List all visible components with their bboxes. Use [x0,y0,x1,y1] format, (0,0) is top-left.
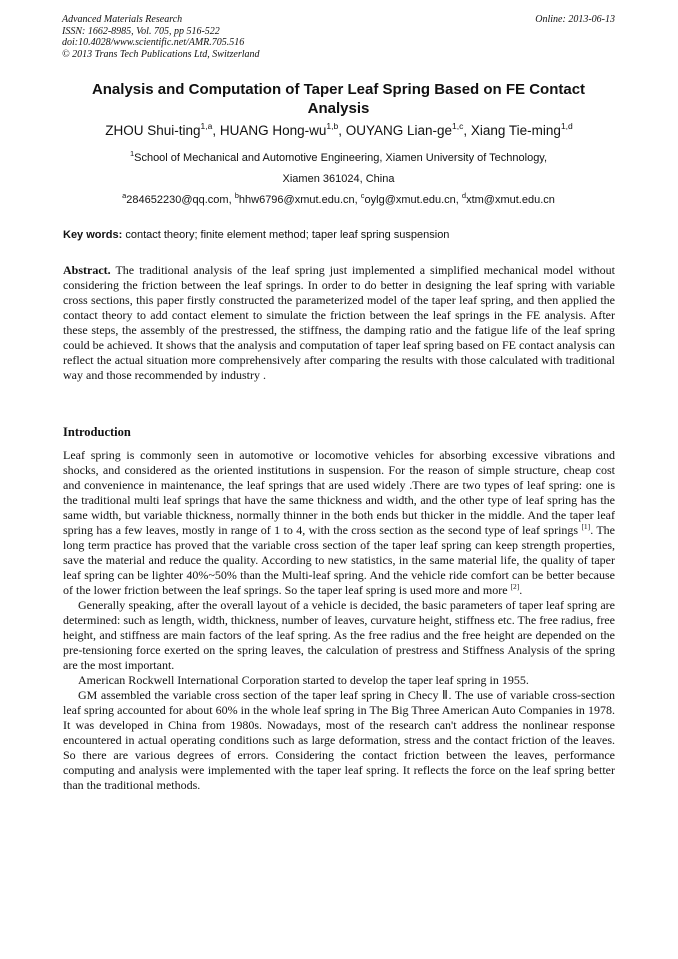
citation-ref: [1] [581,522,591,531]
keywords-label: Key words: [63,229,123,241]
journal-info [62,14,615,60]
author-affiliation-mark: 1,a [200,121,213,131]
author-name: OUYANG Lian-ge [345,123,453,138]
email-separator: , [455,194,462,206]
intro-paragraph-3: American Rockwell International Corporation started to develop the taper leaf spring in 1955. [78,673,529,687]
author-separator: , [463,123,471,138]
intro-text: Leaf spring is commonly seen in automotive or locomotive vehicles for absorbing excessive vibrations and shocks, and considered as the oriented institutions in suspension. For the reason of simple structure, cheap cost and convenience in maintenance, the leaf springs that are used widely .There are two types of leaf spring: one is the traditional multi leaf springs that have the same thickness and width, and the other type of leaf spring has the same width, but variable thickness, normally thinner in the both ends but thicker in the middle. And the taper leaf spring has a few leaves, mostly in range of 1 to 4, with the cross section as the second type of leaf springs [63,448,615,537]
abstract [63,263,615,383]
abstract-paragraph [63,263,615,383]
author-name: Xiang Tie-ming [470,123,561,138]
introduction-body [63,448,615,793]
email-address: hhw6796@xmut.edu.cn [238,194,355,206]
section-heading-introduction: Introduction [63,425,131,439]
email-separator: , [354,194,361,206]
intro-paragraph-4: GM assembled the variable cross section of the taper leaf spring in Checy Ⅱ. The use of variable cross-section leaf spring accounted for about 60% in the whole leaf spring in The Big Three American Auto Companies in 1978. It was developed in China from 1980s. Nowadays, most of the research can't address the nonlinear response encountered in actual operating conditions such as large deformation, stress and the contact friction of the leaves. So there are various degrees of errors. Considering the contact friction between the leaves, performance computing and analysis were implemented with the taper leaf spring. It reflects the force on the leaf spring better than the traditional methods. [63,688,615,792]
journal-issn: ISSN: 1662-8985, Vol. 705, pp 516-522 [62,25,220,37]
email-mark: a [122,191,127,200]
intro-text: . The long term practice has proved that the variable cross section of the taper leaf spring can keep strength properties, save the material and reduce the quality. According to new statistics, in the same material life, the quality of taper leaf spring can be lighter 40%~50% than the Multi-leaf spring. And the vehicle ride comfort can be better because of the lower friction between the leaf springs. So the taper leaf spring is used more and more [63,523,615,597]
email-address: 284652230@qq.com [126,194,229,206]
email-list [62,193,615,207]
author-separator: , [338,123,346,138]
affiliation-text: School of Mechanical and Automotive Engineering, Xiamen University of Technology, [134,152,548,164]
author-separator: , [212,123,220,138]
citation-ref: [2] [510,582,520,591]
author-list [40,122,638,140]
affiliation-mark: 1 [129,149,135,158]
email-separator: , [228,194,235,206]
keywords [63,228,616,242]
online-date: Online: 2013-06-13 [535,14,615,25]
keywords-text: contact theory; finite element method; taper leaf spring suspension [122,229,450,241]
affiliation-line-2: Xiamen 361024, China [282,173,395,185]
journal-header [62,14,615,60]
author-affiliation-mark: 1,b [326,121,339,131]
author-affiliation-mark: 1,c [452,121,464,131]
paper-title: Analysis and Computation of Taper Leaf Spring Based on FE Contact Analysis [91,81,586,117]
abstract-text: The traditional analysis of the leaf spring just implemented a simplified mechanical model without considering the friction between the leaf springs. In order to do better in designing the leaf spring with variable cross sections, this paper firstly constructed the parameterized model of the taper leaf spring, and then applied the contact theory to add contact element to simulate the friction between the leaf springs in the FE analysis. After these steps, the assembly of the prestressed, the stiffness, the damping ratio and the fatigue life of the leaf spring could be achieved. It shows that the analysis and computation of taper leaf spring based on FE contact analysis can reflect the actual situation more comprehensively after comparing the results with those calculated with traditional way and those recommended by industry . [63,263,615,382]
email-mark: d [461,191,467,200]
journal-name: Advanced Materials Research [62,14,183,25]
author-name: ZHOU Shui-ting [105,123,201,138]
email-mark: c [360,191,365,200]
email-address: oylg@xmut.edu.cn [364,194,456,206]
intro-paragraph-2: Generally speaking, after the overall layout of a vehicle is decided, the basic parameters of taper leaf spring are determined: such as length, width, thickness, number of leaves, curvature height, stiffness etc. The free radius, free height, and stiffness are main factors of the leaf spring. As the free radius and the free height are depended on the pre-tensioning force exerted on the spring leaves, the calculation of prestress and Stiffness Analysis of the spring are the most important. [63,598,615,672]
abstract-label: Abstract. [63,263,111,277]
email-address: xtm@xmut.edu.cn [466,194,555,206]
author-name: HUANG Hong-wu [219,123,327,138]
affiliation-line-1 [62,151,615,165]
journal-doi: doi:10.4028/www.scientific.net/AMR.705.516 [62,37,245,48]
intro-paragraph-1 [63,448,615,598]
intro-text: . [519,583,523,597]
email-mark: b [234,191,239,200]
journal-copyright: © 2013 Trans Tech Publications Ltd, Switzerland [62,48,260,60]
author-affiliation-mark: 1,d [560,121,573,131]
